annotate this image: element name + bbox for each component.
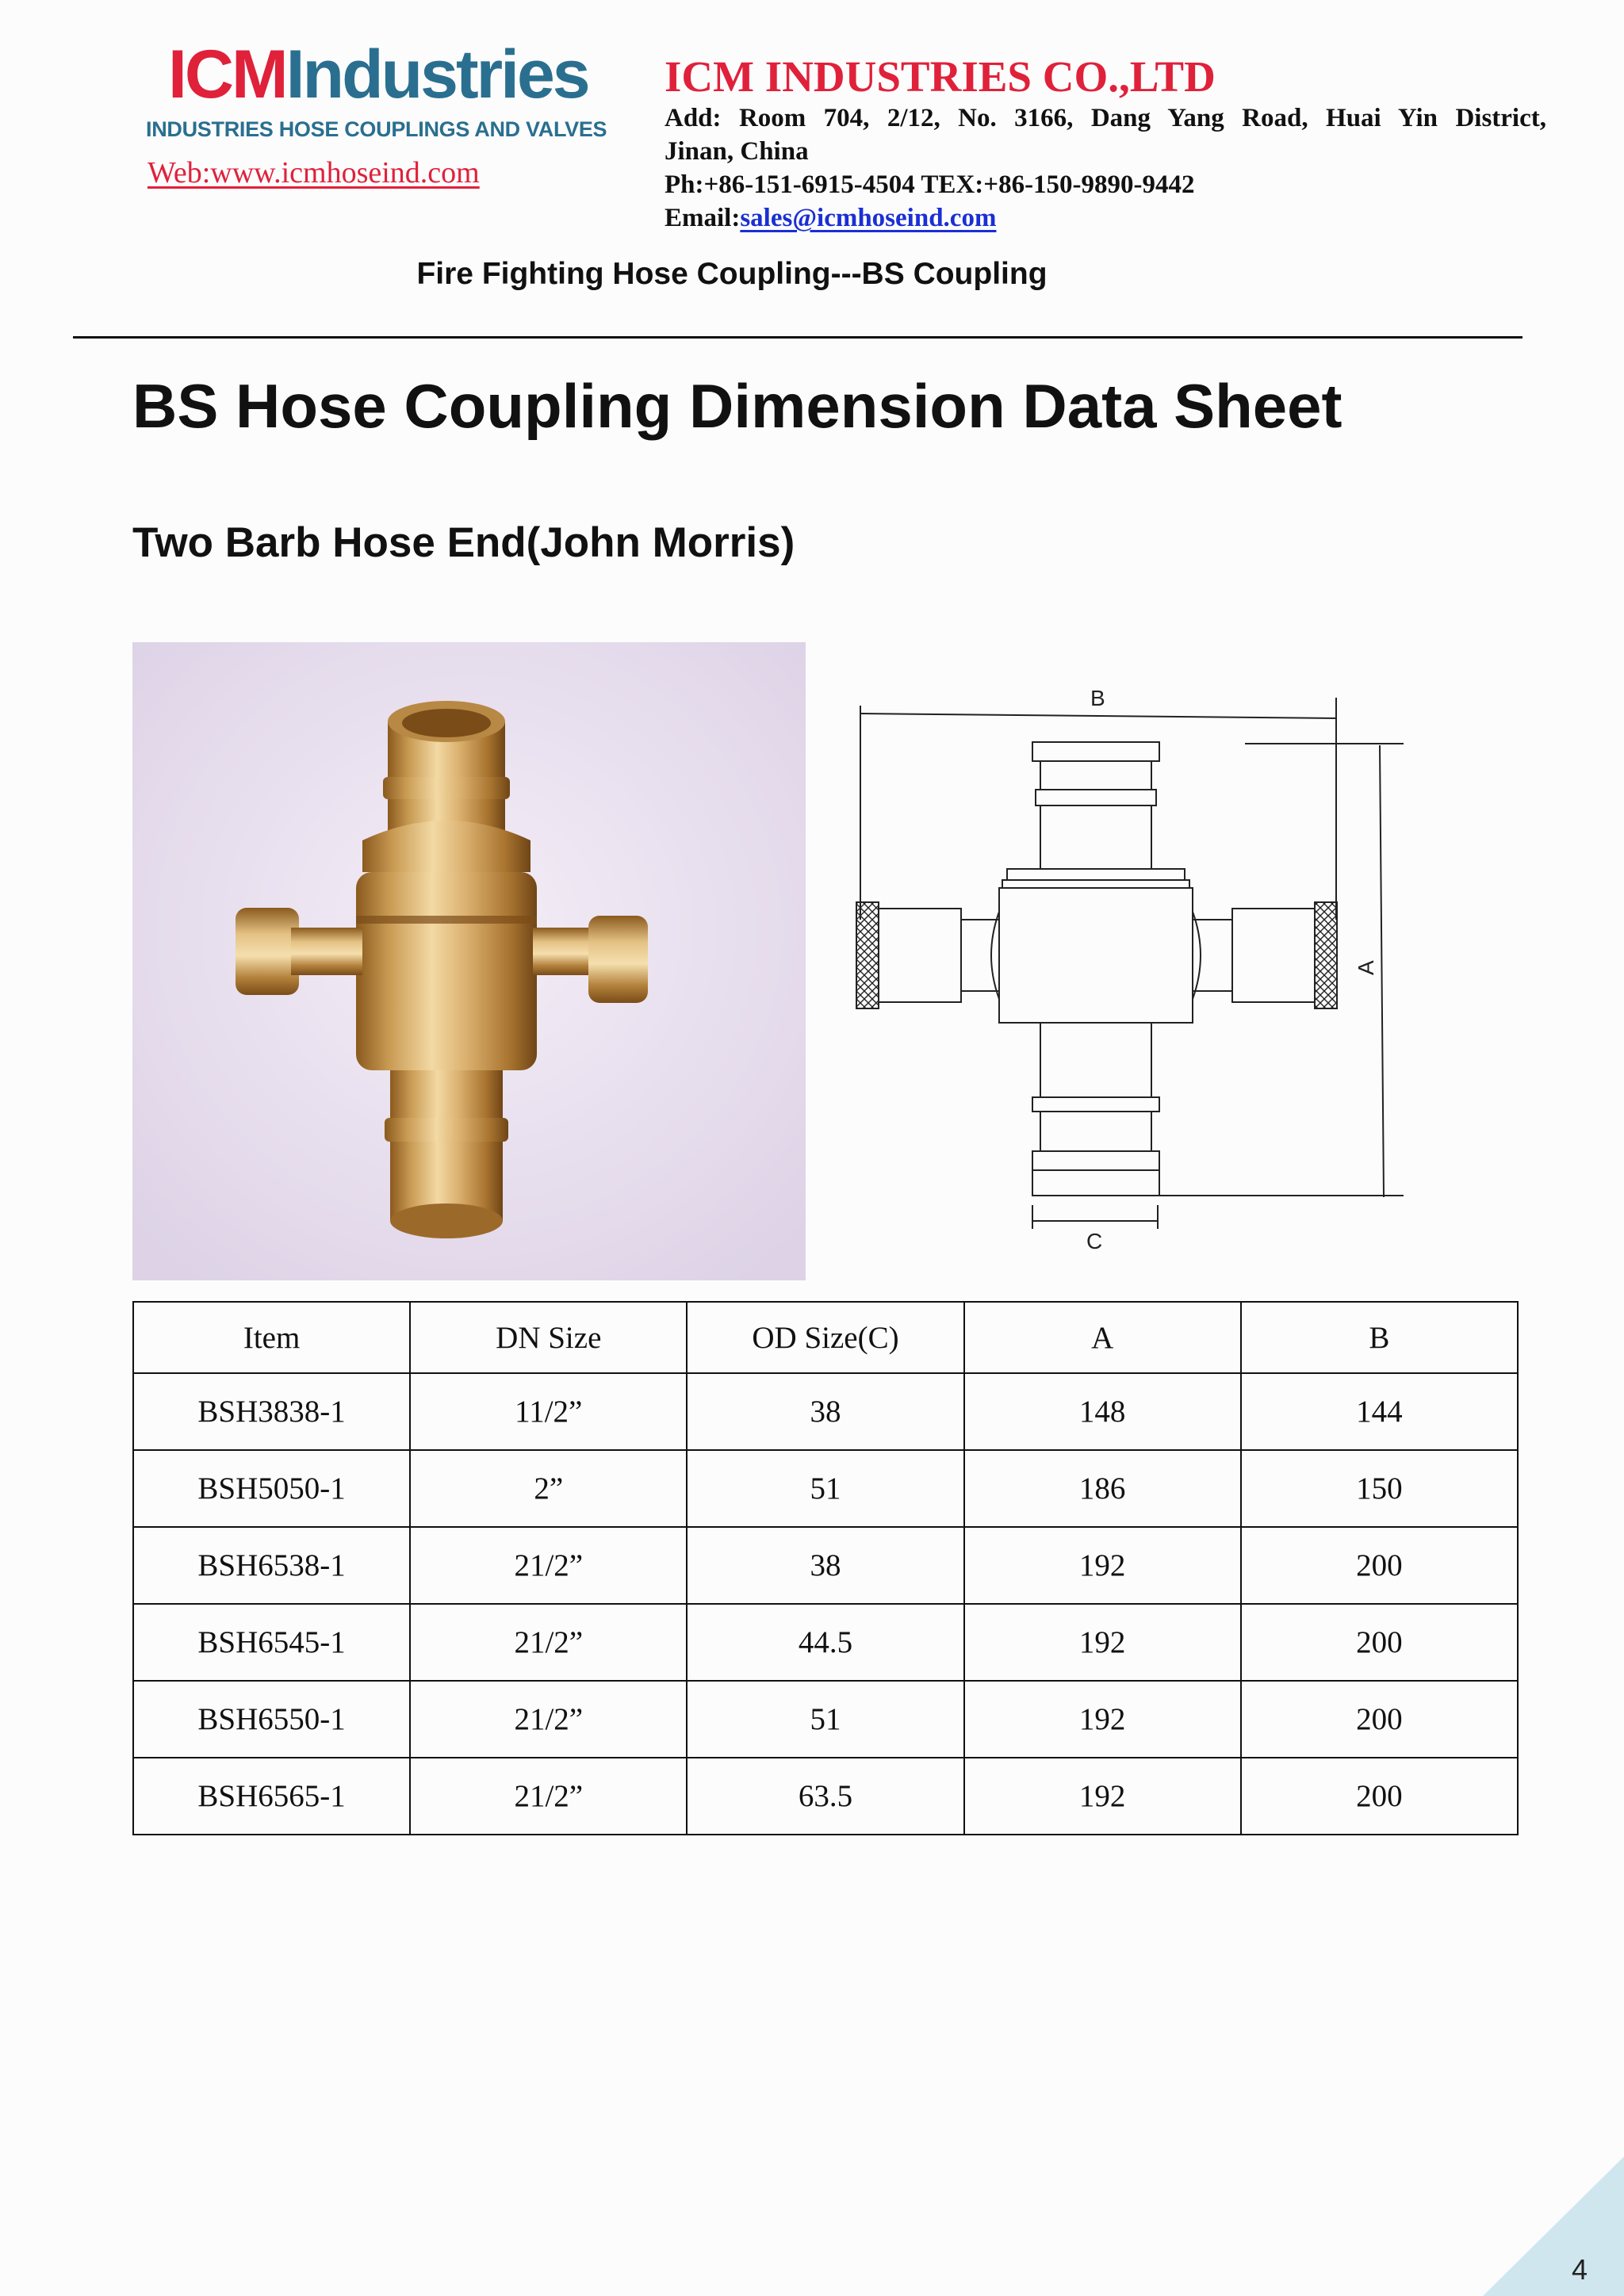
page-title: BS Hose Coupling Dimension Data Sheet [132, 371, 1342, 441]
logo-tagline: INDUSTRIES HOSE COUPLINGS AND VALVES [146, 117, 607, 141]
email-link[interactable]: sales@icmhoseind.com [740, 204, 997, 232]
cell-a: 192 [964, 1604, 1241, 1681]
table-row [133, 1604, 1518, 1681]
cell-b: 144 [1241, 1373, 1518, 1450]
cell-b: 200 [1241, 1758, 1518, 1835]
cell-od-size: 44.5 [687, 1604, 963, 1681]
logo-part-industries: Industries [285, 36, 588, 113]
table-header-row [133, 1302, 1518, 1373]
phone-line: Ph:+86-151-6915-4504 TEX:+86-150-9890-9442 [665, 170, 1195, 199]
cell-b: 200 [1241, 1604, 1518, 1681]
company-logo [168, 35, 628, 114]
table-row [133, 1758, 1518, 1835]
cell-a: 192 [964, 1758, 1241, 1835]
header-divider [73, 336, 1522, 339]
cell-item: BSH6550-1 [133, 1681, 410, 1758]
email-line [665, 201, 1546, 235]
cell-b: 200 [1241, 1681, 1518, 1758]
cell-a: 192 [964, 1527, 1241, 1604]
cell-a: 148 [964, 1373, 1241, 1450]
cell-item: BSH6545-1 [133, 1604, 410, 1681]
document-subtitle: Fire Fighting Hose Coupling---BS Coupling [416, 257, 1048, 291]
email-label: Email: [665, 204, 741, 232]
cell-item: BSH3838-1 [133, 1373, 410, 1450]
cell-od-size: 51 [687, 1450, 963, 1527]
logo-part-icm: ICM [168, 36, 286, 113]
website-link[interactable]: Web:www.icmhoseind.com [147, 156, 480, 189]
table-row [133, 1373, 1518, 1450]
cell-item: BSH6538-1 [133, 1527, 410, 1604]
header-item: Item [133, 1302, 410, 1373]
cell-dn-size: 21/2” [410, 1604, 687, 1681]
address-line-2: Jinan, China [665, 137, 809, 166]
address-line-1: Add: Room 704, 2/12, No. 3166, Dang Yang Road, Huai Yin District, [665, 104, 1546, 132]
cell-dn-size: 21/2” [410, 1527, 687, 1604]
cell-b: 200 [1241, 1527, 1518, 1604]
cell-a: 186 [964, 1450, 1241, 1527]
header-dn-size: DN Size [410, 1302, 687, 1373]
label-c: C [1086, 1229, 1103, 1253]
header-od-size: OD Size(C) [687, 1302, 963, 1373]
cell-a: 192 [964, 1681, 1241, 1758]
cell-dn-size: 21/2” [410, 1681, 687, 1758]
cell-dn-size: 11/2” [410, 1373, 687, 1450]
cell-b: 150 [1241, 1450, 1518, 1527]
cell-od-size: 51 [687, 1681, 963, 1758]
table-row [133, 1681, 1518, 1758]
table-row [133, 1527, 1518, 1604]
company-name: ICM INDUSTRIES CO.,LTD [665, 52, 1216, 101]
page-number: 4 [1572, 2253, 1588, 2286]
cell-item: BSH6565-1 [133, 1758, 410, 1835]
cell-od-size: 63.5 [687, 1758, 963, 1835]
product-photo [132, 642, 806, 1280]
cell-dn-size: 21/2” [410, 1758, 687, 1835]
label-a: A [1354, 960, 1378, 975]
dimension-table [132, 1301, 1519, 1835]
dimension-drawing [825, 666, 1411, 1253]
cell-item: BSH5050-1 [133, 1450, 410, 1527]
cell-od-size: 38 [687, 1373, 963, 1450]
cell-od-size: 38 [687, 1527, 963, 1604]
cell-dn-size: 2” [410, 1450, 687, 1527]
header-a: A [964, 1302, 1241, 1373]
page-corner-decoration [1451, 2156, 1624, 2296]
header-b: B [1241, 1302, 1518, 1373]
table-row [133, 1450, 1518, 1527]
section-title: Two Barb Hose End(John Morris) [132, 519, 795, 566]
label-b: B [1090, 686, 1105, 710]
